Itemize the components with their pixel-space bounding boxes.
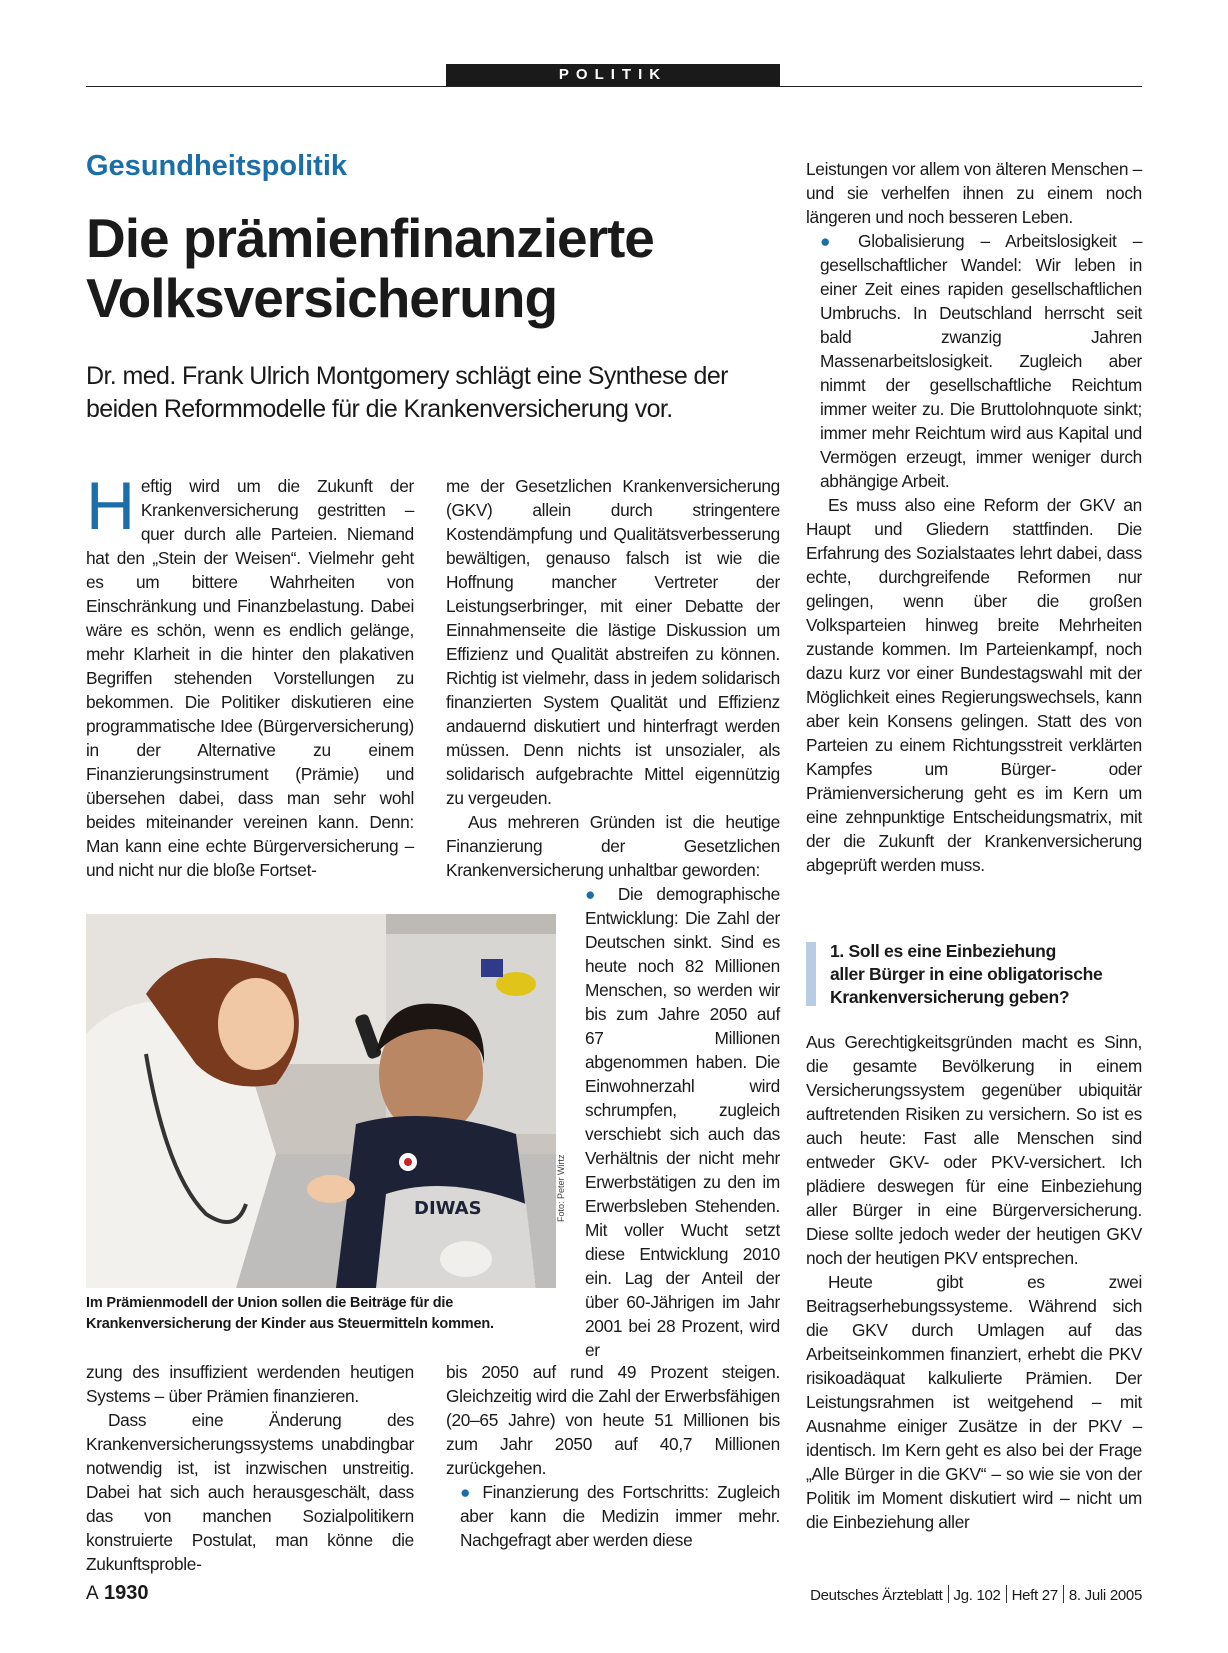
bullet-icon: ●	[585, 884, 618, 904]
col2-paragraph-2: Aus mehreren Gründen ist die heutige Finanzierung der Gesetzlichen Krankenversicherung unhaltbar geworden:	[446, 812, 780, 880]
column-1-bottom	[86, 1360, 414, 1576]
callout-text: 1. Soll es eine Einbeziehung aller Bürger in eine obligatorische Krankenversicherung geben?	[830, 941, 1103, 1007]
doctor-child-illustration	[86, 914, 556, 1288]
col1-paragraph-2: Dass eine Änderung des Krankenversicherungssystems unabdingbar notwendig ist, ist inzwischen unstreitig. Dabei hat sich auch herausgeschält, dass das von manchen Sozialpolitikern konstruierte Postulat, man könne die Zukunftsproble-	[86, 1410, 414, 1574]
shirt-print: DIWAS	[414, 1198, 482, 1219]
intro-text: eftig wird um die Zukunft der Krankenversicherung gestritten – quer durch alle Parteien. Niemand hat den „Stein der Weisen“. Vielmehr geht es um bittere Wahrheiten von Einschränkung und Finanzbelastung. Dabei wäre es schön, wenn es endlich gelänge, mehr Klarheit in die hinter den plakativen Begriffen stehenden Vorstellungen zu bekommen. Die Politiker diskutieren eine programmatische Idee (Bürgerversicherung) in der Alternative zu einem Finanzierungsinstrument (Prämie) und übersehen dabei, dass man sehr wohl beides miteinander vereinen kann. Denn: Man kann eine echte Bürgerversicherung – und nicht nur die bloße Fortset-	[86, 476, 414, 880]
drop-cap: H	[86, 468, 135, 544]
col2-paragraph-1: me der Gesetzlichen Krankenversicherung (GKV) allein durch stringentere Kostendämpfung und Qualitätsverbesserung bewältigen, genauso falsch ist wie die Hoffnung mancher Vertreter der Leistungserbringer, mit einer Debatte der Einnahmenseite die lästige Diskussion um Effizienz und Qualität abstreifen zu können. Richtig ist vielmehr, dass in jedem solidarisch finanzierten System Qualität und Effizienz andauernd diskutiert und hinterfragt werden müssen. Denn nichts ist unsozialer, als solidarisch aufgebrachte Mittel eigennützig zu vergeuden.	[446, 476, 780, 808]
column-3-bottom	[806, 1030, 1142, 1534]
article-subtitle: Dr. med. Frank Ulrich Montgomery schlägt eine Synthese der beiden Reformmodelle für die Krankenversicherung vor.	[86, 362, 728, 423]
title-line-1: Die prämienfinanzierte	[86, 207, 654, 269]
photo-credit: Foto: Peter Wirtz	[556, 1154, 566, 1222]
header-rule	[86, 86, 1142, 87]
bullet-demographics: ● Die demographische Entwicklung: Die Zahl der Deutschen sinkt. Sind es heute noch 82 Millionen Menschen, so werden wir bis zum Jahre 2050 auf 67 Millionen abgenommen haben. Die Einwohnerzahl wird schrumpfen, zugleich verschiebt sich auch das Verhältnis der nicht mehr Erwerbstätigen zu den im Erwerbsleben Stehenden. Mit voller Wucht setzt diese Entwicklung 2010 ein. Lag der Anteil der über 60-Jährigen im Jahr 2001 bei 28 Prozent, wird er	[585, 884, 780, 1360]
journal-name: Deutsches Ärzteblatt	[810, 1587, 943, 1604]
bullet-progress: ● Finanzierung des Fortschritts: Zugleich aber kann die Medizin immer mehr. Nachgefragt aber werden diese	[460, 1482, 780, 1550]
article-title	[86, 208, 746, 328]
column-2-bottom	[446, 1360, 780, 1552]
column-1-top	[86, 468, 414, 882]
journal-date: 8. Juli 2005	[1068, 1587, 1142, 1604]
journal-info	[810, 1585, 1142, 1604]
separator	[948, 1585, 949, 1603]
journal-volume: Jg. 102	[953, 1587, 1001, 1604]
column-2-top	[446, 474, 780, 882]
article-kicker: Gesundheitspolitik	[86, 150, 348, 182]
bullet-icon: ●	[460, 1482, 483, 1502]
page-number: A 1930	[86, 1582, 149, 1604]
column-2-narrow	[585, 882, 780, 1362]
col3-continuation: Leistungen vor allem von älteren Menschen – und sie verhelfen ihnen zu einem noch längeren und noch besseren Leben.	[806, 159, 1142, 227]
intro-paragraph	[86, 468, 414, 882]
column-3-top	[806, 157, 1142, 877]
question-callout	[806, 940, 1142, 1009]
section-label: POLITIK	[446, 64, 780, 86]
separator	[1063, 1585, 1064, 1603]
col3-answer-paragraph-1: Aus Gerechtigkeitsgründen macht es Sinn, die gesamte Bevölkerung in einem Versicherungssystem gegenüber ubiquitär auftretenden Risiken zu versichern. So ist es auch heute: Fast alle Menschen sind entweder GKV- oder PKV-versichert. Ich plädiere deswegen für eine Einbeziehung aller Bürger in eine Bürgerversicherung. Diese sollte jedoch weder der heutigen GKV noch der heutigen PKV entsprechen.	[806, 1032, 1142, 1268]
bullet-globalization: ● Globalisierung – Arbeitslosigkeit – gesellschaftlicher Wandel: Wir leben in einer Zeit eines rapiden gesellschaftlichen Umbruchs. In Deutschland herrscht seit bald zwanzig Jahren Massenarbeitslosigkeit. Zugleich aber nimmt der gesellschaftliche Reichtum immer weiter zu. Die Bruttolohnquote sinkt; immer mehr Reichtum wird aus Kapital und Vermögen erzeugt, immer weniger durch abhängige Arbeit.	[820, 231, 1142, 491]
photo-caption: Im Prämienmodell der Union sollen die Beiträge für die Krankenversicherung der Kinder aus Steuermitteln kommen.	[86, 1295, 494, 1332]
journal-issue: Heft 27	[1011, 1587, 1058, 1604]
col1-continuation: zung des insuffizient werdenden heutigen Systems – über Prämien finanzieren.	[86, 1362, 414, 1406]
separator	[1006, 1585, 1007, 1603]
bullet-icon: ●	[820, 231, 859, 251]
article-photo	[86, 914, 556, 1288]
col3-paragraph-2: Es muss also eine Reform der GKV an Haupt und Gliedern stattfinden. Die Erfahrung des Sozialstaates lehrt dabei, dass echte, durchgreifende Reformen nur gelingen, wenn über die großen Volksparteien hinweg breite Mehrheiten zustande kommen. Im Parteienkampf, noch dazu kurz vor einer Bundestagswahl mit der Möglichkeit eines Regierungswechsels, kann aber kein Konsens gelingen. Statt des von Parteien zu einem Richtungsstreit verklärten Kampfes um Bürger- oder Prämienversicherung geht es im Kern um eine zehnpunktige Entscheidungsmatrix, mit der die Zukunft der Krankenversicherung abgeprüft werden muss.	[806, 495, 1142, 875]
title-line-2: Volksversicherung	[86, 267, 558, 329]
col3-answer-paragraph-2: Heute gibt es zwei Beitragserhebungssysteme. Während sich die GKV durch Umlagen auf das Arbeitseinkommen finanziert, erhebt die PKV risikoadäquat kalkulierte Prämien. Der Leistungsrahmen ist weitgehend – mit Ausnahme einiger Zusätze in der PKV – identisch. Im Kern geht es also bei der Frage „Alle Bürger in die GKV“ – so wie sie von der Politik im Moment diskutiert wird – nicht um die Einbeziehung aller	[806, 1272, 1142, 1532]
callout-bar	[806, 942, 816, 1006]
col2-continuation: bis 2050 auf rund 49 Prozent steigen. Gleichzeitig wird die Zahl der Erwerbsfähigen (20–65 Jahre) von heute 51 Millionen bis zum Jahr 2050 auf 40,7 Millionen zurückgehen.	[446, 1362, 780, 1478]
